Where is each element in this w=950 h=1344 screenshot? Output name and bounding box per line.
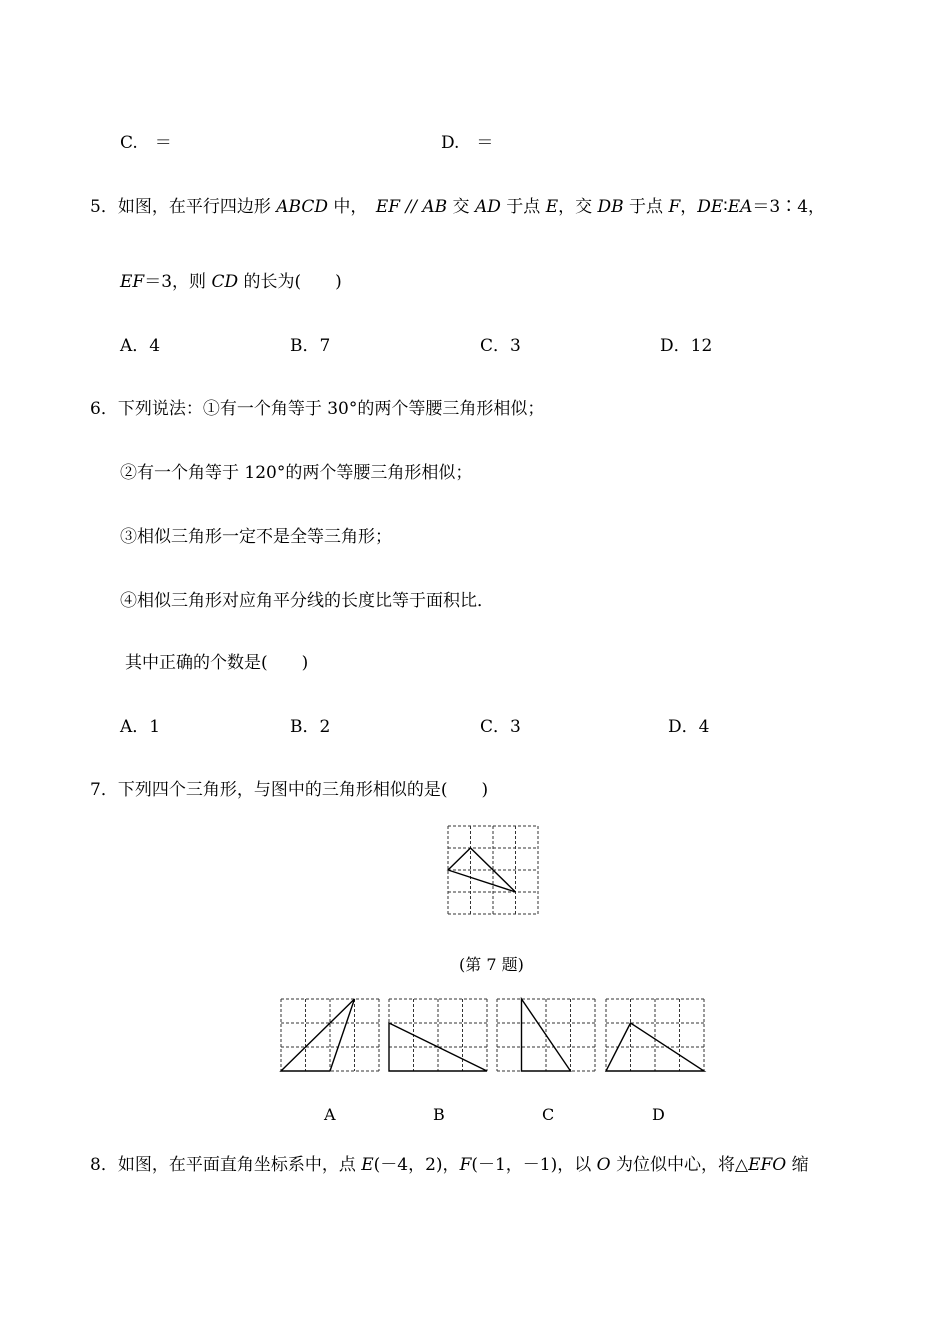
q7-option-a-triangle <box>281 999 355 1071</box>
q7-label-b: B <box>433 1105 445 1124</box>
q7-reference-figure <box>448 826 538 914</box>
q7-option-a-figure <box>281 999 379 1071</box>
q4-option-d: D. ＝ <box>441 133 494 153</box>
q5-stem-line1: 5．如图，在平行四边形 ABCD 中， EF // AB 交 AD 于点 E，交 DB 于点 F，DE∶EA＝3∶4， <box>90 197 826 217</box>
q7-option-d-figure <box>606 999 704 1071</box>
q6-option-a: A．1 <box>120 717 161 737</box>
q6-statement-4: ④相似三角形对应角平分线的长度比等于面积比． <box>120 591 494 611</box>
q8-stem-line1: 8．如图，在平面直角坐标系中，点 E(－4，2)，F(－1，－1)，以 O 为位似中心，将△EFO 缩 <box>90 1155 809 1175</box>
q7-figure-caption: (第 7 题) <box>459 955 524 974</box>
q5-option-d: D．12 <box>660 336 713 356</box>
q7-label-c: C <box>542 1105 555 1124</box>
q6-statement-2: ②有一个角等于 120°的两个等腰三角形相似； <box>120 463 473 483</box>
q6-question: 其中正确的个数是( ) <box>125 653 309 673</box>
q5-option-a: A．4 <box>120 336 161 356</box>
q6-statement-3: ③相似三角形一定不是全等三角形； <box>120 527 392 547</box>
q7-label-a: A <box>324 1105 336 1124</box>
q4-option-c: C. ＝ <box>120 133 172 153</box>
q5-option-c: C．3 <box>480 336 521 356</box>
q6-option-c: C．3 <box>480 717 521 737</box>
q7-option-b-figure <box>389 999 487 1071</box>
q7-option-c-figure <box>497 999 595 1071</box>
q7-stem: 7．下列四个三角形，与图中的三角形相似的是( ) <box>90 780 489 800</box>
q6-option-b: B．2 <box>290 717 331 737</box>
q6-option-d: D．4 <box>668 717 710 737</box>
q7-label-d: D <box>652 1105 665 1124</box>
q5-stem-line2: EF＝3，则 CD 的长为( ) <box>120 272 342 292</box>
q6-stem-line1: 6．下列说法：①有一个角等于 30°的两个等腰三角形相似； <box>90 399 545 419</box>
q5-option-b: B．7 <box>290 336 331 356</box>
